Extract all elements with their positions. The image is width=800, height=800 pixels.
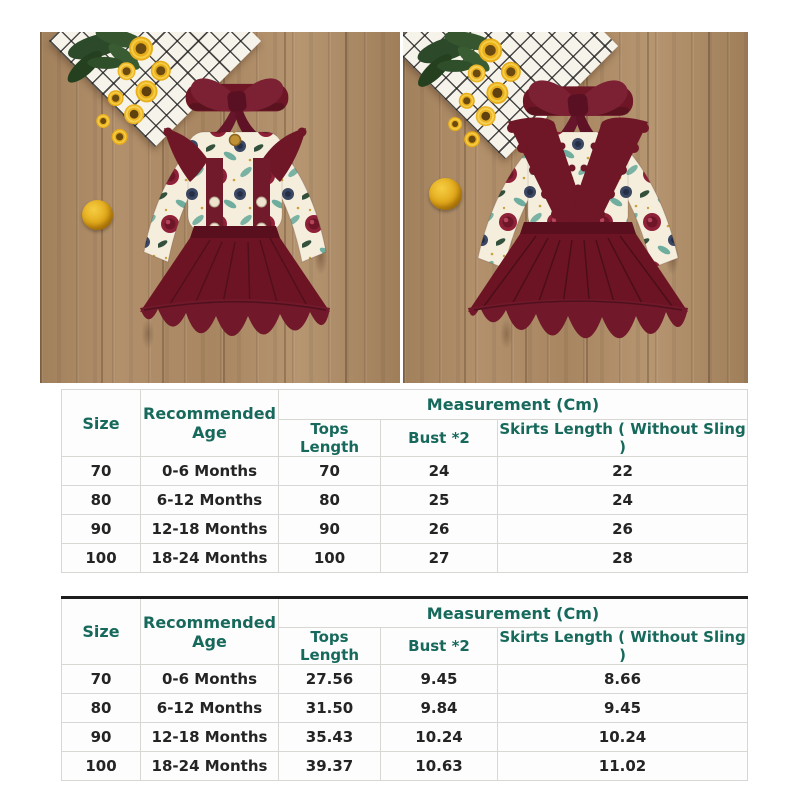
col-header-size: Size [62, 598, 141, 665]
cell-bust: 10.63 [381, 752, 498, 781]
size-table-row [62, 752, 748, 781]
cell-bust: 25 [381, 486, 498, 515]
cell-size: 80 [62, 486, 141, 515]
cell-recommended-age: 6-12 Months [141, 694, 279, 723]
pompom-decor [82, 200, 113, 230]
product-photo-back [403, 32, 748, 383]
cell-skirts-length: 28 [498, 544, 748, 573]
size-table-row [62, 486, 748, 515]
cell-recommended-age: 6-12 Months [141, 486, 279, 515]
cell-recommended-age: 18-24 Months [141, 752, 279, 781]
size-table-inches [61, 596, 748, 781]
cell-skirts-length: 22 [498, 457, 748, 486]
cell-recommended-age: 18-24 Months [141, 544, 279, 573]
size-table-row [62, 544, 748, 573]
table-header-row [62, 598, 748, 628]
cell-tops-length: 35.43 [279, 723, 381, 752]
size-tables-section [61, 389, 747, 781]
col-header-skirts-length: Skirts Length ( Without Sling ) [499, 420, 746, 456]
size-table-row [62, 694, 748, 723]
cell-size: 80 [62, 694, 141, 723]
cell-size: 70 [62, 665, 141, 694]
cell-bust: 24 [381, 457, 498, 486]
col-header-recommended-age: Recommended Age [141, 390, 279, 457]
col-header-tops-length: Tops Length [279, 628, 381, 665]
col-header-bust: Bust *2 [381, 420, 498, 457]
size-table-row [62, 723, 748, 752]
cell-skirts-length: 8.66 [498, 665, 748, 694]
size-table-body [62, 457, 748, 573]
size-table-body [62, 665, 748, 781]
cell-skirts-length: 11.02 [498, 752, 748, 781]
size-table-cm [61, 389, 748, 573]
cell-size: 100 [62, 752, 141, 781]
col-header-skirts-length: Skirts Length ( Without Sling ) [499, 628, 746, 664]
cell-tops-length: 31.50 [279, 694, 381, 723]
pompom-decor [429, 178, 462, 210]
cell-tops-length: 39.37 [279, 752, 381, 781]
col-header-measurement: Measurement (Cm) [279, 390, 748, 420]
table-header-row [62, 390, 748, 420]
cell-tops-length: 80 [279, 486, 381, 515]
cell-recommended-age: 0-6 Months [141, 665, 279, 694]
cell-bust: 9.45 [381, 665, 498, 694]
col-header-tops-length: Tops Length [279, 420, 381, 457]
cell-tops-length: 100 [279, 544, 381, 573]
cell-skirts-length: 24 [498, 486, 748, 515]
size-table-row [62, 457, 748, 486]
product-photo-strip [40, 32, 748, 383]
cell-tops-length: 27.56 [279, 665, 381, 694]
cell-recommended-age: 0-6 Months [141, 457, 279, 486]
col-header-measurement: Measurement (Cm) [279, 598, 748, 628]
cell-size: 70 [62, 457, 141, 486]
cell-bust: 10.24 [381, 723, 498, 752]
col-header-size: Size [62, 390, 141, 457]
cell-skirts-length: 10.24 [498, 723, 748, 752]
cell-tops-length: 90 [279, 515, 381, 544]
cell-skirts-length: 26 [498, 515, 748, 544]
cell-bust: 9.84 [381, 694, 498, 723]
col-header-bust: Bust *2 [381, 628, 498, 665]
product-photo-front [40, 32, 400, 383]
outfit-back-illustration [448, 114, 708, 369]
size-table-row [62, 515, 748, 544]
cell-tops-length: 70 [279, 457, 381, 486]
cell-bust: 26 [381, 515, 498, 544]
cell-recommended-age: 12-18 Months [141, 515, 279, 544]
cell-skirts-length: 9.45 [498, 694, 748, 723]
cell-size: 100 [62, 544, 141, 573]
cell-recommended-age: 12-18 Months [141, 723, 279, 752]
cell-bust: 27 [381, 544, 498, 573]
cell-size: 90 [62, 515, 141, 544]
outfit-front-illustration [110, 116, 360, 366]
col-header-recommended-age: Recommended Age [141, 598, 279, 665]
cell-size: 90 [62, 723, 141, 752]
size-table-row [62, 665, 748, 694]
